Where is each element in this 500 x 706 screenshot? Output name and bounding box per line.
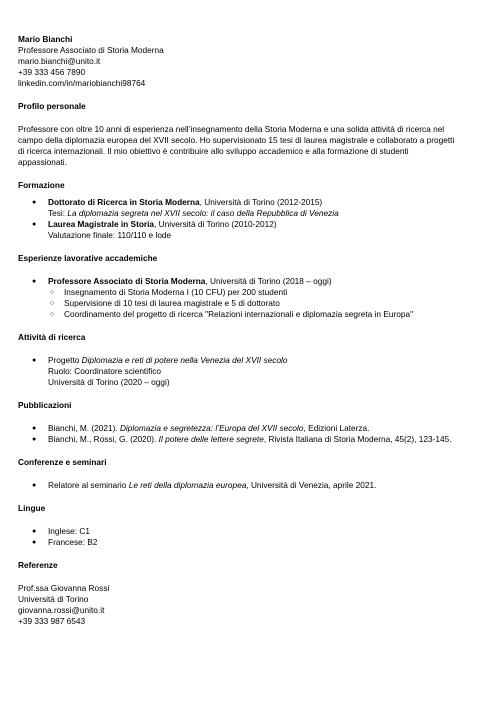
languages-heading: Lingue <box>18 503 46 513</box>
person-title: Professore Associato di Storia Moderna <box>18 45 164 55</box>
research-item <box>18 355 460 388</box>
reference-name: Prof.ssa Giovanna Rossi <box>18 583 110 593</box>
profile-section <box>18 101 460 168</box>
experience-item <box>18 276 460 320</box>
publication-authors: Bianchi, M., Rossi, G. (2020). <box>48 434 159 444</box>
language-item: ● Inglese: C1 <box>18 526 460 537</box>
research-section <box>18 332 460 388</box>
experience-task: ○ Supervisione di 10 tesi di laurea magistrale e 5 di dottorato <box>48 298 460 309</box>
education-section <box>18 180 460 241</box>
education-extra-label: Tesi: <box>48 208 68 218</box>
publication-authors: Bianchi, M. (2021). <box>48 423 120 433</box>
publication-source: , Rivista Italiana di Storia Moderna, 45(2), 123-145. <box>263 434 452 444</box>
references-section <box>18 560 460 627</box>
publications-heading: Pubblicazioni <box>18 400 72 410</box>
reference-email: giovanna.rossi@unito.it <box>18 605 105 615</box>
references-heading: Referenze <box>18 560 58 570</box>
person-name: Mario Bianchi <box>18 34 73 44</box>
education-extra-label: Valutazione finale: 110/110 e lode <box>48 230 172 240</box>
conference-suffix: , Università di Venezia, aprile 2021. <box>246 480 377 490</box>
education-item <box>18 219 460 241</box>
research-prefix: Progetto <box>48 355 82 365</box>
reference-phone: +39 333 987 6543 <box>18 616 86 626</box>
education-details: , Università di Torino (2012-2015) <box>199 197 323 207</box>
conference-title: Le reti della diplomazia europea <box>128 480 247 490</box>
experience-list <box>18 276 460 320</box>
research-project: Diplomazia e reti di potere nella Venezia del XVII secolo <box>81 355 288 365</box>
experience-heading: Esperienze lavorative accademiche <box>18 253 158 263</box>
conference-item <box>18 480 460 491</box>
education-degree: Laurea Magistrale in Storia <box>48 219 155 229</box>
profile-text: Professore con oltre 10 anni di esperienza nell’insegnamento della Storia Moderna e una solida attività di ricerca nel campo della diplomazia europea del XVII secolo. Ho supervisionato 15 tesi di laurea magistrale e collaborato a progetti di ricerca internazionali. Il mio obiettivo è contribuire allo sviluppo accademico e alla formazione di studenti appassionati. <box>18 124 455 167</box>
publication-title: Diplomazia e segretezza: l’Europa del XVII secolo <box>119 423 304 433</box>
conferences-section <box>18 457 460 491</box>
experience-task: ○ Insegnamento di Storia Moderna I (10 CFU) per 200 studenti <box>48 287 460 298</box>
education-details: , Università di Torino (2010-2012) <box>154 219 277 229</box>
publication-item <box>18 423 460 434</box>
person-email: mario.bianchi@unito.it <box>18 56 101 66</box>
reference-institution: Università di Torino <box>18 594 89 604</box>
person-linkedin: linkedin.com/in/mariobianchi98764 <box>18 78 146 88</box>
education-heading: Formazione <box>18 180 65 190</box>
publication-item <box>18 434 460 445</box>
languages-section <box>18 503 460 548</box>
publication-title: Il potere delle lettere segrete <box>158 434 264 444</box>
conference-prefix: Relatore al seminario <box>48 480 129 490</box>
research-role: Ruolo: Coordinatore scientifico <box>48 366 161 376</box>
cv-header <box>18 34 460 89</box>
research-place: Università di Torino (2020 – oggi) <box>48 377 170 387</box>
research-list <box>18 355 460 388</box>
language-item: ● Francese: B2 <box>18 537 460 548</box>
publications-list <box>18 423 460 445</box>
research-heading: Attività di ricerca <box>18 332 86 342</box>
experience-details: , Università di Torino (2018 – oggi) <box>205 276 332 286</box>
education-degree: Dottorato di Ricerca in Storia Moderna <box>48 197 200 207</box>
education-thesis-title: La diplomazia segreta nel XVII secolo: il caso della Repubblica di Venezia <box>67 208 339 218</box>
publications-section <box>18 400 460 445</box>
conferences-list <box>18 480 460 491</box>
education-item <box>18 197 460 219</box>
experience-section <box>18 253 460 320</box>
experience-task: ○ Coordinamento del progetto di ricerca "Relazioni internazionali e diplomazia segreta in Europa" <box>48 309 460 320</box>
reference-contact <box>18 583 460 627</box>
experience-role: Professore Associato di Storia Moderna <box>48 276 206 286</box>
languages-list <box>18 526 460 548</box>
experience-tasks <box>48 287 460 320</box>
publication-source: , Edizioni Laterza. <box>303 423 370 433</box>
education-list <box>18 197 460 241</box>
profile-heading: Profilo personale <box>18 101 86 111</box>
person-phone: +39 333 456 7890 <box>18 67 86 77</box>
conferences-heading: Conferenze e seminari <box>18 457 107 467</box>
